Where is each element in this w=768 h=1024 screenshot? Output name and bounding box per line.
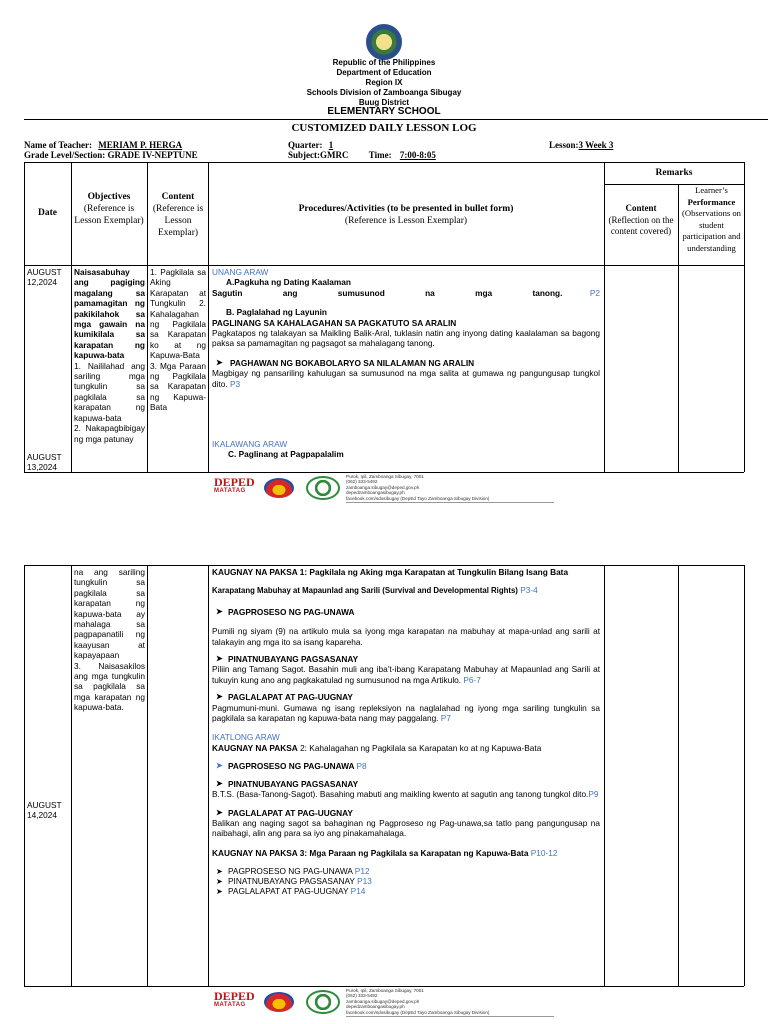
section-b-title: B. Paglalahad ng Layunin [226,307,327,318]
deped-wordmark: DEPED [214,475,255,489]
quarter-label: Quarter: [288,140,323,150]
objectives-cell [74,267,145,444]
pinatnubayang-text [212,664,600,685]
page-ref-p7: P7 [440,713,451,724]
grade-value: GRADE IV-NEPTUNE [107,150,198,160]
content-header [150,191,206,239]
contact-phone: (062) 333-5492 [346,993,378,999]
page-ref-p3: P3 [230,378,241,389]
matatag-wordmark: MATATAG [214,1002,246,1008]
paglalapat-2-title: ➤ PAGLALAPAT AT PAG-UUGNAY [212,808,600,818]
grid-line [71,565,72,986]
grid-line [744,565,745,986]
document-title: CUSTOMIZED DAILY LESSON LOG [291,122,477,134]
objective-2: 2. Nakapagbibigay ng mga patunay [74,423,145,444]
bagong-pilipinas-logo [264,478,294,498]
contact-website: depedzamboangasibugay.ph [346,490,405,496]
date-cell-aug-12: AUGUST 12,2024 [27,267,62,288]
objectives-cell-cont [74,567,145,713]
teacher-label: Name of Teacher: [24,140,92,150]
content-header-sub: (Reference is Lesson Exemplar) [152,204,204,238]
time-label: Time: [368,150,392,160]
objective-3: 3. Naisasakilos ang mga tungkulin sa pagkilala sa mga karapatan ng kapuwa-bata. [74,660,145,713]
list-item-label: PINATNUBAYANG PAGSASANAY [228,875,355,886]
department-line: Department of Education [336,68,432,77]
division-seal-logo [306,476,340,500]
school-name: ELEMENTARY SCHOOL [327,106,441,117]
kaugnay-paksa-2 [212,743,600,753]
remarks-content-sub: (Reflection on the content covered) [608,214,674,236]
deped-matatag-logo [214,476,255,494]
footer-page-1 [214,474,554,504]
division-line: Schools Division of Zamboanga Sibugay [306,88,462,97]
procedures-header-sub: (Reference is Lesson Exemplar) [344,216,468,226]
objectives-header [74,191,144,227]
kaugnay-paksa-2-label: KAUGNAY NA PAKSA [212,742,298,753]
page-ref-p9: P9 [588,789,599,800]
objectives-main: Naisasabuhay ang pagiging magalang sa pamamagitan ng pakikilahok sa mga gawain na kumikilala sa karapatan ng kapuwa-bata [74,267,145,361]
procedures-cell-day1 [212,267,600,389]
lesson-label: Lesson: [549,140,579,150]
page-ref-p13: P13 [357,875,372,886]
pinatnubayang-2-title: ➤ PINATNUBAYANG PAGSASANAY [212,779,600,789]
procedures-header [208,203,604,227]
district-line: Buug District [358,98,410,107]
subject-info [288,150,436,160]
paglinang-title: PAGLINANG SA KAHALAGAHAN SA PAGKATUTO SA ARALIN [212,317,457,328]
footer-page-2 [214,988,554,1018]
division-seal-logo [306,990,340,1014]
lesson-value: 3 Week 3 [578,140,614,150]
paglalapat-instruction: Pagmumuni-muni. Gumawa ng isang repleksiyon na naglalahad ng iyong mga sariling tungkulin sa pagkilala sa karapatan ng kapuwa-bata nang may paggalang. [212,702,600,724]
quarter-info [288,140,333,150]
kaugnay-paksa-1-title: KAUGNAY NA PAKSA 1: Pagkilala ng Aking mga Karapatan at Tungkulin Bilang Isang Bata [212,567,569,577]
pinatnubayang-title: ➤ PINATNUBAYANG PAGSASANAY [212,654,600,664]
section-a-text: Sagutin ang sumusunod na mga tanong. [212,287,563,298]
grid-line [24,162,744,163]
header-divider [24,119,768,120]
date-cell-aug-14: AUGUST 14,2024 [27,800,62,821]
day-3-label: IKATLONG ARAW [212,732,280,743]
content-header-title: Content [161,192,195,202]
footer-divider [346,1016,554,1017]
page-ref-p14: P14 [350,885,366,896]
bokabolaryo-title: ➤ PAGHAWAN NG BOKABOLARYO SA NILALAMAN NG ARALIN [212,358,600,368]
pinatnubayang-instruction: Piliin ang Tamang Sagot. Basahin muli ang iba’t-ibang Karapatang Mabuhay at Mapaunlad ang Sarili at tukuyin kung ano ang pagkakatulad ng sumusunod na mga Artikulo. [212,664,600,685]
contact-facebook: facebook.com/sdosibugay (DepEd Tayo Zamboanga Sibugay Division) [346,1009,490,1015]
objectives-header-sub: (Reference is Lesson Exemplar) [74,204,144,226]
deped-matatag-logo [214,990,255,1008]
teacher-name: MERIAM P. HERGA [98,140,183,150]
bts-instruction: B.T.S. (Basa-Tanong-Sagot). Basahing mabuti ang maikling kwento at sagutin ang tanong tungkol dito. [212,789,589,800]
region-line: Region IX [365,78,403,87]
day-1-label: UNANG ARAW [212,267,269,277]
grid-line [744,162,745,472]
grid-line [147,565,148,986]
procedures-header-title: Procedures/Activities (to be presented in bullet form) [298,204,514,214]
grid-line [208,565,209,986]
grid-line [24,986,744,987]
grid-line [24,565,744,566]
pagproseso-text: Pumili ng siyam (9) na artikulo mula sa iyong mga karapatan na mabuhay at mapa-unlad ang sarili at talakayin ang mga ito sa isang kapareha. [212,626,600,647]
page-ref-p2: P2 [589,287,600,298]
list-item-label: PAGLALAPAT AT PAG-UUGNAY [228,885,349,896]
bokabolaryo-text [212,368,600,389]
page-ref-p3-4: P3-4 [520,585,538,596]
paglinang-text: Pagkatapos ng talakayan sa Maikling Balik-Aral, tuklasin natin ang inyong dating kaalalaman sa bagong paksa sa pamamagitan ng pagsagot sa mahalagang tanong. [212,328,600,349]
performance-sub: (Observations on student participation and understanding [682,208,741,253]
survival-rights-label: Karapatang Mabuhay at Mapaunlad ang Sarili (Survival and Developmental Rights) [212,586,518,596]
contact-block [346,988,554,1015]
grid-line [24,472,744,473]
paglalapat-2-text: Balikan ang naging sagot sa bahaginan ng Pagproseso ng Pag-unawa,sa tatlo pang pangungusap na naibahagi, alin ang para sa iyo ang pinakamahalaga. [212,817,600,839]
deped-seal-logo [366,24,402,60]
objectives-header-title: Objectives [87,192,131,202]
kaugnay-paksa-3 [212,848,600,858]
section-a-title: A.Pagkuha ng Dating Kaalaman [226,277,351,288]
procedures-cell-day2 [212,439,600,460]
contact-address: Purok, Ipil, Zamboanga Sibugay, 7001 [346,988,424,993]
remarks-content-title: Content [625,203,657,213]
grid-line [24,565,25,986]
objective-1: 1. Naililahad ang sariling mga tungkulin sa pagkilala sa karapatan ng kapuwa-bata [74,360,145,423]
bagong-pilipinas-logo [264,992,294,1012]
grid-line [678,565,679,986]
procedures-cell-page-2 [212,567,600,897]
matatag-wordmark: MATATAG [214,488,246,494]
grid-line [24,265,744,266]
kaugnay-paksa-2-title: 2: Kahalagahan ng Pagkilala sa Karapatan ko at ng Kapuwa-Bata [300,742,542,753]
remarks-content-header [606,203,676,238]
day-2-label: IKALAWANG ARAW [212,439,288,449]
pagproseso-2-label: PAGPROSESO NG PAG-UNAWA [228,761,355,772]
grid-line [147,162,148,472]
page-ref-p12: P12 [354,866,370,877]
pagproseso-2-title [212,761,600,771]
objectives-continued: na ang sariling tungkulin sa pagkilala sa karapatan ng kapuwa-bata ay mahalaga sa pagpapanatili ng kaayusan at kapayapaan [74,567,145,661]
bts-text [212,789,600,799]
bokabolaryo-instruction: Magbigay ng pansariling kahulugan sa sumusunod na mga salita at gumawa ng pangungusap tungkol dito. [212,368,600,389]
teacher-info [24,140,182,150]
footer-divider [346,502,554,503]
grade-info [24,150,198,160]
contact-email: zamboanga.sibugay@deped.gov.ph [346,998,420,1004]
page-ref-p6-7: P6-7 [463,674,481,685]
activity-list [212,867,600,896]
lesson-info [549,140,613,150]
list-item [212,887,600,897]
contact-facebook: facebook.com/sdosibugay (DepEd Tayo Zamboanga Sibugay Division) [346,495,490,501]
grid-line [604,565,605,986]
learner-performance-header [679,185,744,255]
date-cell-aug-13: AUGUST 13,2024 [27,452,62,473]
content-cell: 1. Pagkilala sa Aking Karapatan at Tungkulin 2. Kahalagahan ng Pagkilala sa Karapatan ko at ng Kapuwa-Bata 3. Mga Paraan ng Pagkilala sa Karapatan ng Kapuwa-Bata [150,267,206,413]
page-ref-p8: P8 [356,761,367,772]
contact-email: zamboanga.sibugay@deped.gov.ph [346,484,420,490]
pagproseso-title: ➤ PAGPROSESO NG PAG-UNAWA [212,607,600,617]
section-a-instruction [212,288,600,298]
time-value: 7:00-8:05 [399,150,436,160]
remarks-header: Remarks [655,168,693,178]
contact-address: Purok, Ipil, Zamboanga Sibugay, 7001 [346,474,424,479]
country-line: Republic of the Philippines [332,58,436,67]
performance-label: Performance [687,196,736,207]
contact-block [346,474,554,501]
learner-label: Learner’s [695,185,728,195]
paglalapat-text [212,703,600,724]
contact-phone: (062) 333-5492 [346,479,378,485]
paglalapat-title: ➤ PAGLALAPAT AT PAG-UUGNAY [212,692,600,702]
subject-value: GMRC [320,150,349,160]
date-header: Date [38,208,57,218]
section-c-title: C. Paglinang at Pagpapalalim [228,449,344,460]
page-ref-p10-12: P10-12 [530,847,558,858]
quarter-value: 1 [328,140,334,150]
deped-wordmark: DEPED [214,989,255,1003]
grid-line [71,162,72,472]
kaugnay-paksa-3-title: KAUGNAY NA PAKSA 3: Mga Paraan ng Pagkilala sa Karapatan ng Kapuwa-Bata [212,847,529,858]
grid-line [604,162,605,472]
contact-website: depedzamboangasibugay.ph [346,1004,405,1010]
grade-label: Grade Level/Section: [24,150,106,160]
subject-label: Subject: [288,150,320,160]
list-item-label: PAGPROSESO NG PAG-UNAWA [228,866,353,877]
kaugnay-paksa-1-sub [212,585,600,596]
